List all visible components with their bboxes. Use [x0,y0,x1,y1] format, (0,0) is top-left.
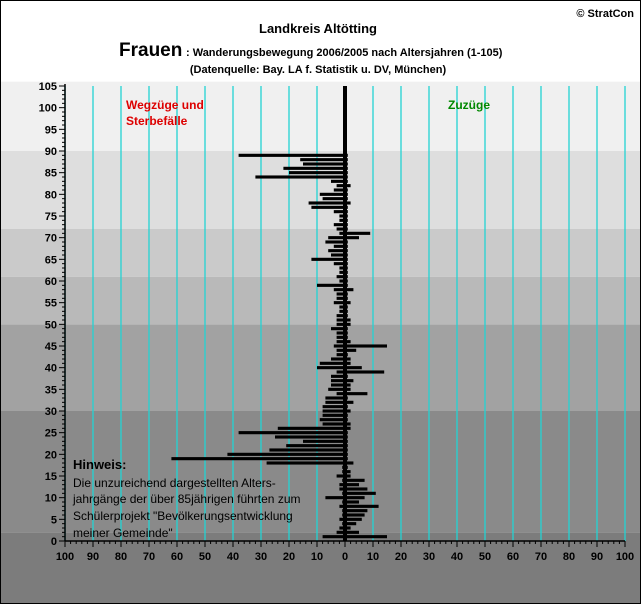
bar [345,466,348,469]
bar [337,349,345,352]
bar [345,401,353,404]
x-tick-label: 20 [282,551,296,563]
bar [345,492,376,495]
bar [300,158,345,161]
bar [345,427,351,430]
chart-subtitle: : Wanderungsbewegung 2006/2005 nach Altersjahren (1-105) [186,47,503,59]
bar [345,453,348,456]
bar [345,171,348,174]
bar [345,522,356,525]
y-tick-label: 80 [44,189,57,202]
bar [334,245,345,248]
bar [342,479,345,482]
y-tick-label: 60 [44,276,57,288]
y-tick-label: 95 [44,124,57,137]
y-tick-label: 70 [44,232,57,245]
x-tick-label: 80 [114,551,128,563]
bar [289,171,345,174]
bar [328,249,345,252]
x-tick-label: 40 [450,551,464,563]
bar [337,474,345,477]
bar [345,362,351,365]
bar [345,271,348,274]
bar [345,249,348,252]
bar [345,349,356,352]
age-band [1,532,640,603]
bar [345,318,351,321]
x-tick-label: 90 [86,551,100,563]
bar [303,162,345,165]
age-band [1,82,640,151]
bar [345,206,348,209]
bar [331,180,345,183]
bar [339,219,345,222]
bar [339,310,345,313]
x-tick-label: 10 [366,551,380,563]
bar [345,188,348,191]
y-tick-label: 20 [44,449,57,462]
y-tick-label: 75 [44,211,57,223]
y-tick-label: 85 [44,167,57,180]
bar [345,513,365,516]
bar [345,297,348,300]
bar [334,262,345,265]
note-line-4: meiner Gemeinde" [73,526,173,540]
bar [345,357,351,360]
bar [345,379,353,382]
bar [283,167,345,170]
outflow-label-line2: Sterbefälle [126,114,188,128]
bar [269,448,345,451]
note-title: Hinweis: [73,457,127,472]
bar [328,236,345,239]
bar [331,383,345,386]
bar [345,340,351,343]
source-note: (Datenquelle: Bay. LA f. Statistik u. DV, München) [189,64,447,76]
bar [171,457,345,460]
bar [227,453,345,456]
bar [345,392,367,395]
bar [337,331,345,334]
bar [345,422,351,425]
bar [337,227,345,230]
bar [345,201,351,204]
bar [345,305,348,308]
bar [320,418,345,421]
bar [345,258,348,261]
gender-title: Frauen [119,40,183,61]
bar [337,392,345,395]
bar [275,435,345,438]
bar [342,509,345,512]
bar [337,184,345,187]
bar [345,500,359,503]
bar [345,288,353,291]
bar [345,175,348,178]
bar [342,513,345,516]
bar [345,388,351,391]
note-line-2: jahrgänge der über 85jährigen führten zum [73,492,301,506]
bar [345,535,387,538]
bar [303,440,345,443]
bar [317,366,345,369]
bar [345,396,348,399]
note-line-3: Schülerprojekt "Bevölkerungsentwicklung [73,509,293,523]
x-tick-label: 10 [310,551,324,563]
bar [345,448,348,451]
bar [337,314,345,317]
x-tick-label: 70 [142,551,156,563]
bar [325,240,345,243]
bar [342,466,345,469]
bar [345,279,348,282]
bar [345,474,351,477]
x-tick-label: 50 [478,551,492,563]
bar [328,388,345,391]
bar [255,175,345,178]
bar [337,336,345,339]
bar [309,201,345,204]
bar [323,197,345,200]
x-tick-label: 40 [226,551,240,563]
bar [345,162,348,165]
x-tick-label: 100 [55,551,75,563]
y-tick-label: 65 [44,254,57,267]
x-tick-label: 70 [534,551,548,563]
bar [345,184,351,187]
bar [345,310,348,313]
bar [267,461,345,464]
bar [345,479,365,482]
bar [345,431,348,434]
x-tick-label: 60 [506,551,520,563]
bar [345,370,384,373]
bar [311,258,345,261]
bar [337,531,345,534]
y-tick-label: 5 [50,514,57,527]
bar [345,444,348,447]
bar [345,223,348,226]
bar [323,422,345,425]
y-tick-label: 30 [44,406,57,418]
bar [337,318,345,321]
bar [286,444,345,447]
bar [345,483,359,486]
bar [323,405,345,408]
bar [345,405,348,408]
bar [342,492,345,495]
bar [339,271,345,274]
inflow-label: Zuzüge [448,98,490,112]
bar [331,253,345,256]
bar [342,500,345,503]
bar [345,496,365,499]
bar [339,526,345,529]
bar [345,197,348,200]
bar [345,366,362,369]
bar [334,288,345,291]
bar [345,383,351,386]
bar [345,245,348,248]
bar [345,154,348,157]
bar [334,188,345,191]
bar [339,483,345,486]
bar [345,232,370,235]
bar [345,158,348,161]
bar [345,440,348,443]
bar [345,409,351,412]
x-tick-label: 20 [394,551,408,563]
bar [334,301,345,304]
bar [323,535,345,538]
bar [345,240,348,243]
x-tick-label: 30 [422,551,436,563]
bar [345,344,387,347]
bar [323,414,345,417]
bar [339,279,345,282]
bar [331,375,345,378]
bar [345,219,348,222]
x-tick-label: 90 [590,551,604,563]
bar [345,375,348,378]
y-tick-label: 50 [44,319,57,332]
bar [337,275,345,278]
bar [239,154,345,157]
bar [345,210,348,213]
bar [325,396,345,399]
bar [345,470,351,473]
bar [345,236,359,239]
bar [345,253,348,256]
y-tick-label: 90 [44,146,57,158]
bar [342,522,345,525]
bar [345,505,379,508]
bar [339,214,345,217]
bar [345,227,348,230]
bar [345,193,348,196]
bar [337,292,345,295]
bar [345,284,348,287]
bar [320,193,345,196]
bar [345,275,348,278]
bar [339,232,345,235]
bar [339,518,345,521]
y-tick-label: 100 [38,102,57,115]
bar [325,496,345,499]
bar [337,297,345,300]
x-tick-label: 30 [254,551,268,563]
bar [311,206,345,209]
age-band [1,229,640,277]
bar [345,314,348,317]
bar [345,214,348,217]
bar [345,331,348,334]
x-tick-label: 80 [562,551,576,563]
note-line-1: Die unzureichend dargestellten Alters- [73,476,276,490]
bar [320,362,345,365]
y-tick-label: 25 [44,427,57,440]
bar [339,266,345,269]
bar [345,266,348,269]
copyright: © StratCon [576,8,634,20]
bar [317,284,345,287]
bar [345,457,348,460]
bar [345,435,348,438]
x-tick-label: 50 [198,551,212,563]
bar [345,414,348,417]
y-tick-label: 0 [50,536,57,548]
y-tick-label: 55 [44,297,57,310]
bar [345,301,351,304]
bar [345,327,348,330]
bar [334,210,345,213]
y-tick-label: 15 [44,471,57,483]
bar [331,327,345,330]
bar [323,409,345,412]
y-tick-label: 40 [44,362,57,375]
bar [337,370,345,373]
bar [342,470,345,473]
bar [345,487,367,490]
y-tick-label: 10 [44,492,57,505]
y-tick-label: 45 [44,341,57,353]
region-title: Landkreis Altötting [259,21,377,36]
bar [345,262,348,265]
bar [334,223,345,226]
bar [334,344,345,347]
bar [337,323,345,326]
bar [345,526,351,529]
bar [345,336,348,339]
outflow-label-line1: Wegzüge und [126,98,204,112]
bar [337,353,345,356]
bar [337,340,345,343]
bar [345,531,359,534]
bar [239,431,345,434]
bar [325,401,345,404]
bar [345,292,348,295]
bar [339,305,345,308]
bar [345,323,351,326]
y-tick-label: 35 [44,384,57,397]
x-tick-label: 0 [341,551,349,563]
bar [339,487,345,490]
bar [345,353,348,356]
bar [331,357,345,360]
bar [278,427,345,430]
bar [331,379,345,382]
bar [345,509,367,512]
bar [345,180,348,183]
y-tick-label: 105 [38,81,57,93]
bar [345,167,348,170]
bar [345,518,362,521]
bar [345,418,348,421]
bar [339,505,345,508]
bar [345,461,353,464]
x-tick-label: 60 [170,551,184,563]
x-tick-label: 100 [615,551,635,563]
